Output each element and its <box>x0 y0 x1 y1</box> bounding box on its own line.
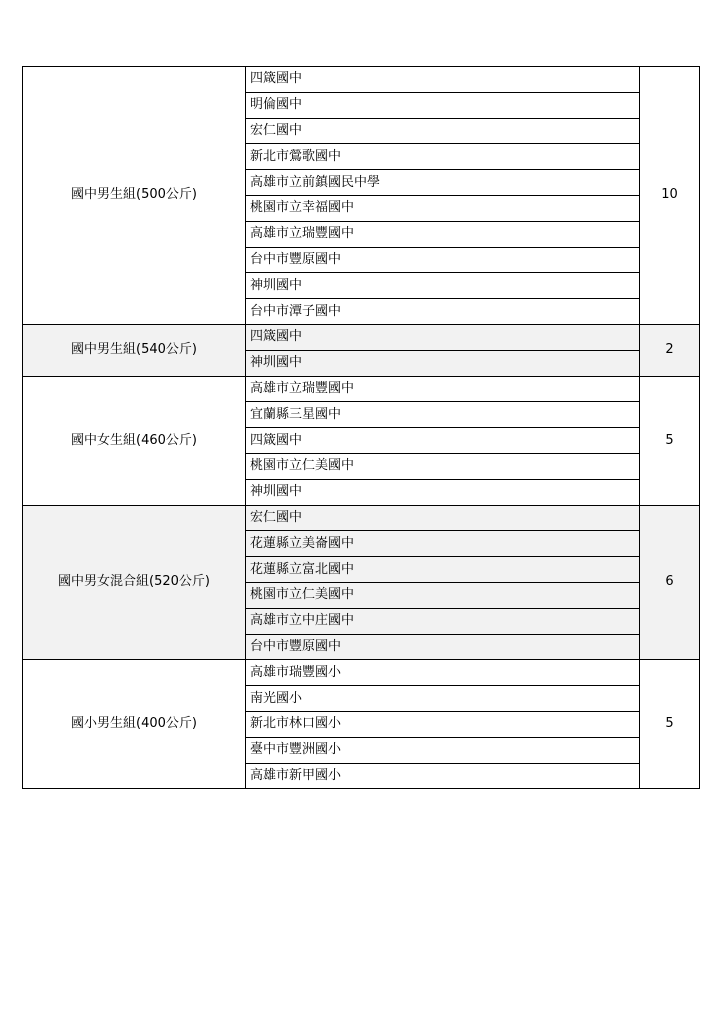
school-name-cell: 神圳國中 <box>246 479 640 505</box>
school-name-cell: 高雄市新甲國小 <box>246 763 640 789</box>
school-name-cell: 桃園市立仁美國中 <box>246 582 640 608</box>
school-name-cell: 桃園市立幸福國中 <box>246 195 640 221</box>
school-name-cell: 台中市豐原國中 <box>246 634 640 660</box>
table-row <box>23 505 700 531</box>
school-name-cell: 臺中市豐洲國小 <box>246 737 640 763</box>
school-name-cell: 宏仁國中 <box>246 118 640 144</box>
group-name-cell: 國中男生組(540公斤) <box>23 324 246 376</box>
school-name-cell: 宏仁國中 <box>246 505 640 531</box>
school-name-cell: 新北市鶯歌國中 <box>246 144 640 170</box>
group-name-cell: 國中男女混合組(520公斤) <box>23 505 246 660</box>
school-name-cell: 宜蘭縣三星國中 <box>246 402 640 428</box>
school-name-cell: 南光國小 <box>246 686 640 712</box>
school-name-cell: 花蓮縣立美崙國中 <box>246 531 640 557</box>
school-name-cell: 高雄市立瑞豐國中 <box>246 376 640 402</box>
table-row <box>23 324 700 350</box>
school-name-cell: 高雄市立瑞豐國中 <box>246 221 640 247</box>
table-row <box>23 67 700 93</box>
table-row <box>23 376 700 402</box>
school-name-cell: 神圳國中 <box>246 273 640 299</box>
school-name-cell: 花蓮縣立富北國中 <box>246 557 640 583</box>
school-name-cell: 台中市豐原國中 <box>246 247 640 273</box>
table-row <box>23 660 700 686</box>
school-name-cell: 高雄市瑞豐國小 <box>246 660 640 686</box>
group-name-cell: 國中男生組(500公斤) <box>23 67 246 325</box>
table-body <box>23 67 700 789</box>
school-name-cell: 高雄市立中庄國中 <box>246 608 640 634</box>
school-name-cell: 新北市林口國小 <box>246 711 640 737</box>
school-name-cell: 四箴國中 <box>246 428 640 454</box>
school-name-cell: 四箴國中 <box>246 324 640 350</box>
team-count-cell: 5 <box>640 376 700 505</box>
registration-table <box>22 66 700 789</box>
school-name-cell: 高雄市立前鎮國民中學 <box>246 170 640 196</box>
school-name-cell: 桃園市立仁美國中 <box>246 453 640 479</box>
group-name-cell: 國小男生組(400公斤) <box>23 660 246 789</box>
team-count-cell: 6 <box>640 505 700 660</box>
school-name-cell: 神圳國中 <box>246 350 640 376</box>
team-count-cell: 2 <box>640 324 700 376</box>
school-name-cell: 明倫國中 <box>246 92 640 118</box>
team-count-cell: 5 <box>640 660 700 789</box>
team-count-cell: 10 <box>640 67 700 325</box>
school-name-cell: 四箴國中 <box>246 67 640 93</box>
school-name-cell: 台中市潭子國中 <box>246 299 640 325</box>
group-name-cell: 國中女生組(460公斤) <box>23 376 246 505</box>
